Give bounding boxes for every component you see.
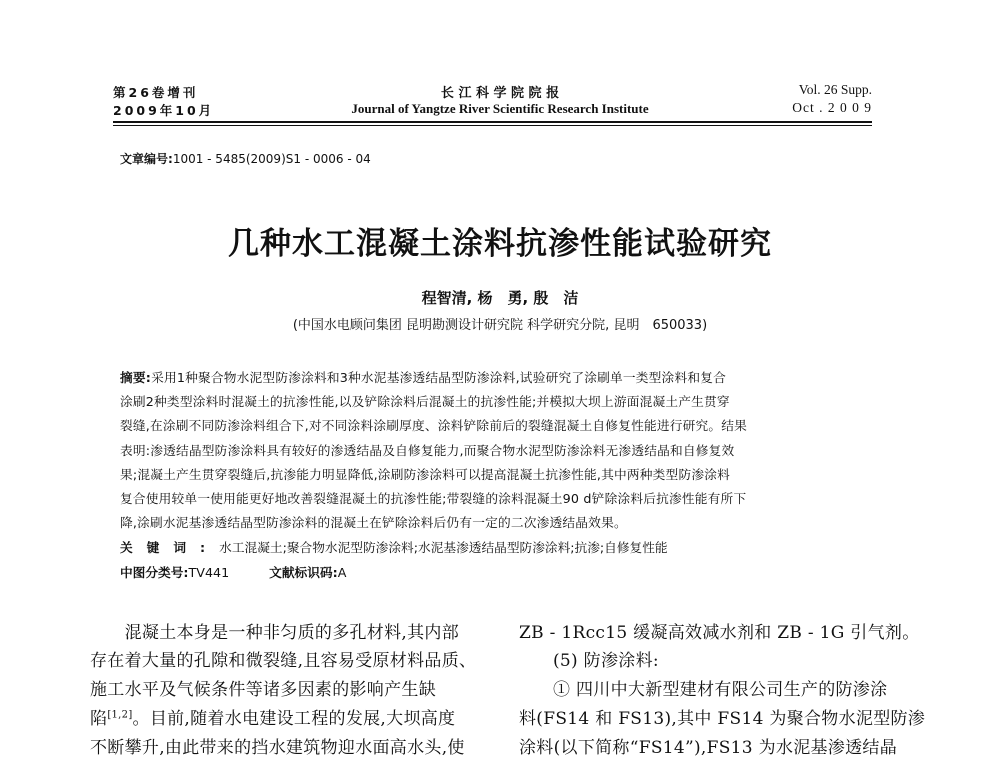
date-label-en: Oct . 2 0 0 9 [792, 100, 872, 115]
body-right-line: ZB - 1Rcc15 缓凝高效减水剂和 ZB - 1G 引气剂。 [519, 623, 920, 643]
abstract-line: 摘要:采用1种聚合物水泥型防渗涂料和3种水泥基渗透结晶型防渗涂料,试验研究了涂刷单一类型涂料和复合 [120, 370, 726, 385]
body-right-line: 料(FS14 和 FS13),其中 FS14 为聚合物水泥型防渗 [519, 709, 926, 729]
article-number-value: 1001 - 5485(2009)S1 - 0006 - 04 [172, 152, 371, 166]
author-list: 程智清, 杨 勇, 殷 洁 [421, 289, 579, 307]
keywords-value: 水工混凝土;聚合物水泥型防渗涂料;水泥基渗透结晶型防渗涂料;抗渗;自修复性能 [219, 540, 668, 555]
date-label-cn: 2009年10月 [113, 103, 215, 118]
abstract-line: 表明:渗透结晶型防渗涂料具有较好的渗透结晶及自修复能力,而聚合物水泥型防渗涂料无渗透结晶和自修复效 [120, 443, 735, 458]
clc-value: TV441 [188, 565, 230, 580]
abstract-line: 裂缝,在涂刷不同防渗涂料组合下,对不同涂料涂刷厚度、涂料铲除前后的裂缝混凝土自修复性能进行研究。结果 [120, 418, 748, 433]
classification [120, 562, 346, 581]
header-rule-thick [113, 121, 872, 123]
journal-name-en: Journal of Yangtze River Scientific Research Institute [351, 101, 649, 116]
keywords [120, 537, 668, 556]
header-rule-thin [113, 125, 872, 126]
clc-label: 中图分类号: [120, 565, 189, 580]
abstract-label: 摘要: [120, 370, 152, 385]
abstract-line: 降,涂刷水泥基渗透结晶型防渗涂料的混凝土在铲除涂料后仍有一定的二次渗透结晶效果。 [120, 515, 627, 530]
body-right-line: (5) 防渗涂料: [553, 651, 659, 671]
body-right-line: 涂料(以下简称“FS14”),FS13 为水泥基渗透结晶 [519, 738, 897, 758]
affiliation: (中国水电顾问集团 昆明勘测设计研究院 科学研究分院, 昆明 650033) [292, 318, 708, 333]
article-number-label: 文章编号: [120, 152, 173, 166]
volume-label: Vol. 26 Supp. [798, 82, 872, 97]
body-left-line: 存在着大量的孔隙和微裂缝,且容易受原材料品质、 [90, 651, 477, 671]
paper-title: 几种水工混凝土涂料抗渗性能试验研究 [228, 226, 772, 262]
issue-label: 第26卷增刊 [113, 85, 199, 100]
keywords-label: 关键词: [120, 540, 220, 555]
body-left-line: 混凝土本身是一种非匀质的多孔材料,其内部 [90, 623, 460, 643]
body-right-line: ① 四川中大新型建材有限公司生产的防渗涂 [553, 680, 888, 700]
body-left-line: 施工水平及气候条件等诸多因素的影响产生缺 [90, 680, 436, 700]
body-left-line: 不断攀升,由此带来的挡水建筑物迎水面高水头,使 [90, 738, 465, 758]
body-left-line: 陷[1,2]。目前,随着水电建设工程的发展,大坝高度 [90, 709, 456, 729]
doc-code-value: A [337, 565, 347, 580]
abstract-line: 果;混凝土产生贯穿裂缝后,抗渗能力明显降低,涂刷防渗涂料可以提高混凝土抗渗性能,其中两种类型防渗涂料 [120, 467, 730, 482]
journal-name-cn: 长 江 科 学 院 院 报 [440, 86, 560, 101]
doc-code-label: 文献标识码: [269, 565, 338, 580]
article-number [120, 150, 371, 167]
abstract-line: 复合使用较单一使用能更好地改善裂缝混凝土的抗渗性能;带裂缝的涂料混凝土90 d铲除涂料后抗渗性能有所下 [120, 491, 747, 506]
abstract-line: 涂刷2种类型涂料时混凝土的抗渗性能,以及铲除涂料后混凝土的抗渗性能;并模拟大坝上游面混凝土产生贯穿 [120, 394, 730, 409]
citation-ref: [1,2] [107, 709, 133, 721]
